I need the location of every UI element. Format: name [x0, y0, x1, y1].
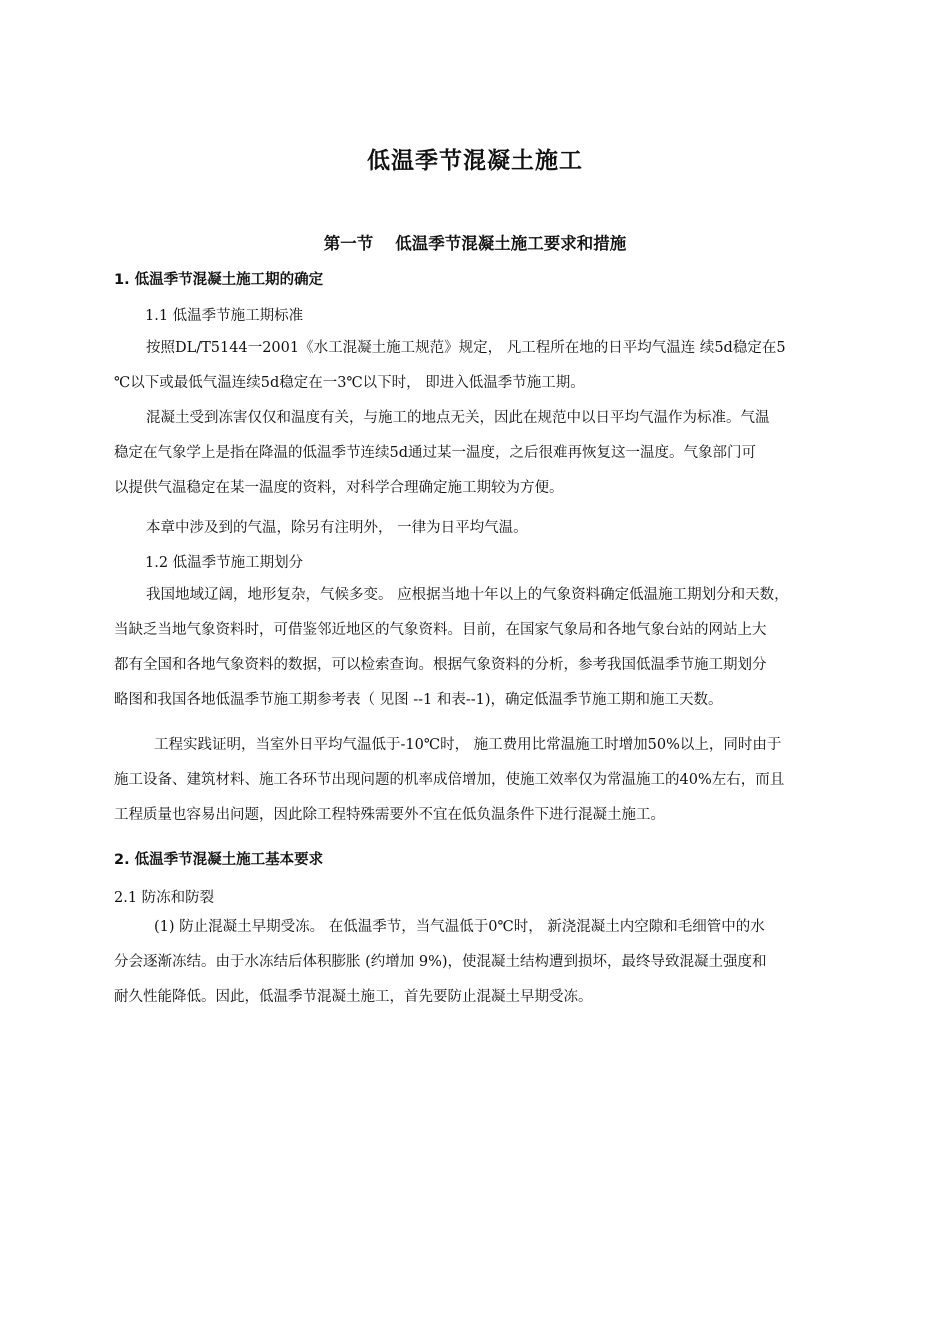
heading-1-1-1: 1.1 低温季节施工期标准 — [145, 308, 304, 324]
paragraph-line: 稳定在气象学上是指在降温的低温季节连续5d通过某一温度，之后很难再恢复这一温度。气象部门可 — [114, 445, 757, 461]
paragraph-line: 我国地域辽阔，地形复杂，气候多变。 应根据当地十年以上的气象资料确定低温施工期划分和天数， — [146, 587, 789, 603]
section-title: 低温季节混凝土施工要求和措施 — [395, 234, 627, 253]
paragraph-5 — [114, 728, 858, 833]
paragraph-line: 略图和我国各地低温季节施工期参考表（ 见图 --1 和表--1)，确定低温季节施工期和施工天数。 — [114, 692, 723, 708]
paragraph-6 — [114, 910, 858, 1015]
heading-1-2: 2. 低温季节混凝土施工基本要求 — [114, 852, 324, 868]
paragraph-line: 当缺乏当地气象资料时，可借鉴邻近地区的气象资料。目前，在国家气象局和各地气象台站的网站上大 — [114, 622, 767, 638]
paragraph-line: 施工设备、建筑材料、施工各环节出现问题的机率成倍增加，使施工效率仅为常温施工的40%左右，而且 — [114, 772, 785, 788]
paragraph-3 — [114, 511, 858, 546]
paragraph-line: 工程实践证明，当室外日平均气温低于-10℃时， 施工费用比常温施工时增加50%以上，同时由于 — [154, 737, 782, 753]
paragraph-4 — [114, 578, 858, 718]
paragraph-line: 以提供气温稳定在某一温度的资料，对科学合理确定施工期较为方便。 — [114, 480, 564, 496]
paragraph-line: 都有全国和各地气象资料的数据，可以检索查询。根据气象资料的分析，参考我国低温季节施工期划分 — [114, 657, 767, 673]
paragraph-line: 耐久性能降低。因此，低温季节混凝土施工，首先要防止混凝土早期受冻。 — [114, 989, 593, 1005]
heading-2-1: 2.1 防冻和防裂 — [114, 890, 215, 906]
paragraph-line: 本章中涉及到的气温，除另有注明外， 一律为日平均气温。 — [146, 520, 528, 536]
document-title: 低温季节混凝土施工 — [367, 148, 583, 174]
section-number: 第一节 — [323, 234, 374, 253]
heading-1-1: 1. 低温季节混凝土施工期的确定 — [114, 272, 324, 288]
paragraph-line: 按照DL/T5144一2001《水工混凝土施工规范》规定， 凡工程所在地的日平均气温连 续5d稳定在5 — [146, 340, 786, 356]
paragraph-line: 混凝土受到冻害仅仅和温度有关，与施工的地点无关，因此在规范中以日平均气温作为标准。气温 — [146, 410, 770, 426]
paragraph-line: 工程质量也容易出问题，因此除工程特殊需要外不宜在低负温条件下进行混凝土施工。 — [114, 807, 665, 823]
paragraph-2 — [114, 401, 858, 506]
paragraph-line: (1) 防止混凝土早期受冻。 在低温季节，当气温低于0℃时， 新浇混凝土内空隙和毛细管中的水 — [154, 919, 765, 935]
paragraph-line: ℃以下或最低气温连续5d稳定在一3℃以下时， 即进入低温季节施工期。 — [114, 375, 585, 391]
heading-1-1-2: 1.2 低温季节施工期划分 — [145, 555, 304, 571]
paragraph-1 — [114, 331, 858, 401]
paragraph-line: 分会逐渐冻结。由于水冻结后体积膨胀 (约增加 9%)，使混凝土结构遭到损坏，最终导致混凝土强度和 — [114, 954, 767, 970]
section-heading — [0, 230, 950, 254]
